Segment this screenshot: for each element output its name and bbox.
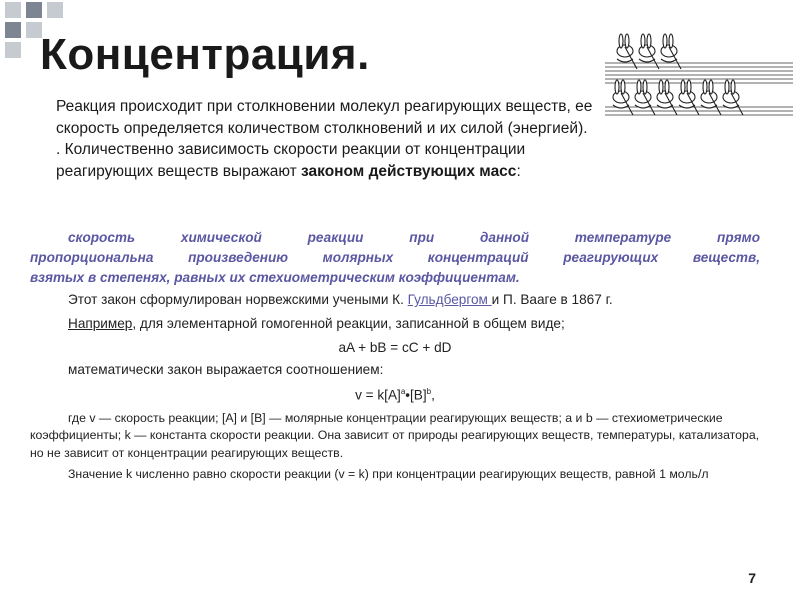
example-sentence (30, 314, 760, 334)
example-label: Например (68, 316, 133, 331)
formulation-text-end: и П. Вааге в 1867 г. (491, 292, 613, 307)
rate-law-exponent-b: b (426, 387, 432, 396)
where-explanation: где v — скорость реакции; [A] и [B] — молярные концентрации реагирующих веществ; a и b — стехиометрические коэффициенты; k — константа скорости реакции. Она зависит от природы реагирующих веществ, температуры, катализатора, но не зависит от концентрации реагирующих веществ. (30, 410, 760, 460)
intro-text (56, 96, 606, 182)
rate-law-exponent-a: a (400, 387, 406, 396)
intro-p2-colon: : (516, 162, 521, 180)
formulation-text: Этот закон сформулирован норвежскими учеными К. (68, 292, 408, 307)
rate-law-part: v = k[A] (355, 387, 401, 403)
math-intro: математически закон выражается соотношением: (68, 362, 384, 377)
deco-square (47, 2, 63, 18)
guldberg-link[interactable]: Гульдбергом (407, 292, 492, 307)
k-value-explanation: Значение k численно равно скорости реакции (v = k) при концентрации реагирующих веществ, равной 1 моль/л (68, 467, 709, 482)
law-statement-line-3: взятых в степенях, равных их стехиометрическим коэффициентам. (30, 270, 520, 285)
deco-square (5, 22, 21, 38)
main-body (30, 228, 760, 484)
reaction-equation: aA + bB = cC + dD (338, 340, 452, 355)
intro-paragraph-1: Реакция происходит при столкновении молекул реагирующих веществ, ее скорость определяется количеством столкновений и их силой (энергией). (56, 98, 593, 137)
rate-law-formula (30, 382, 760, 406)
rate-law-comma: , (431, 387, 435, 403)
slide-title: Концентрация. (40, 30, 370, 79)
law-statement-line-2: пропорциональна произведению молярных концентраций реагирующих веществ, (30, 250, 760, 265)
intro-p2-text: . Количественно зависимость скорости реакции от концентрации реагирующих веществ выражают (56, 141, 526, 180)
deco-square (26, 2, 42, 18)
intro-paragraph-2 (56, 139, 606, 182)
law-name: законом действующих масс (301, 162, 517, 180)
formulation-sentence (30, 290, 760, 310)
rate-law-part: •[B] (405, 387, 427, 403)
page-number: 7 (748, 570, 756, 586)
deco-square (5, 42, 21, 58)
example-text: , для элементарной гомогенной реакции, записанной в общем виде; (132, 316, 565, 331)
law-statement-line-1: скорость химической реакции при данной температуре прямо (68, 230, 760, 245)
collision-illustration (605, 15, 793, 135)
deco-square (5, 2, 21, 18)
